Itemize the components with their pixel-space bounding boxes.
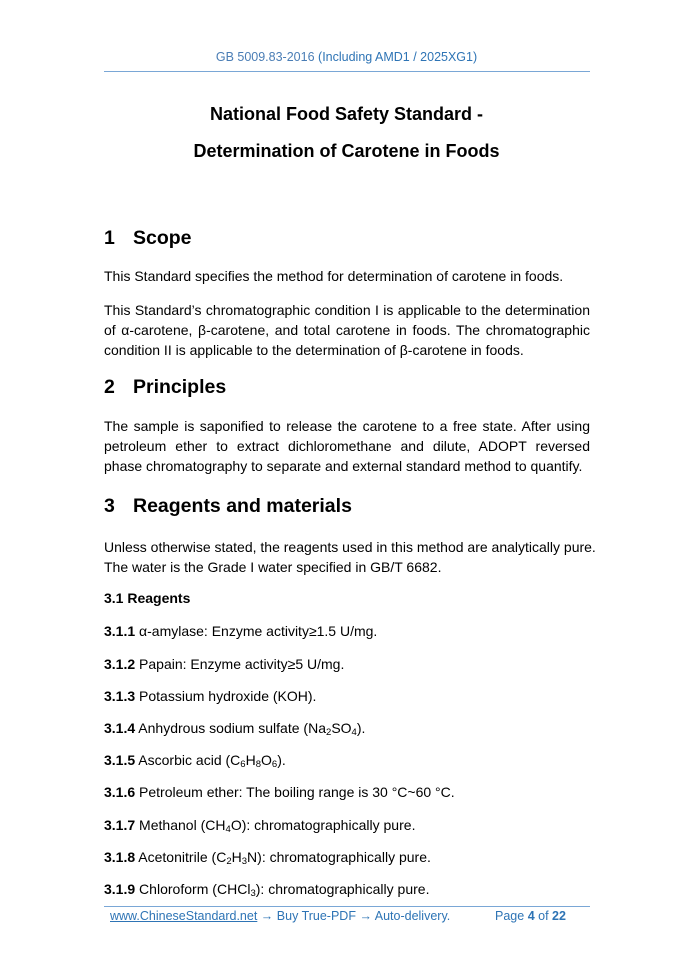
section-heading-scope xyxy=(104,227,192,250)
standard-code: GB 5009.83-2016 xyxy=(215,50,315,64)
reagent-item: 3.1.9 Chloroform (CHCl$_3$): chromatographically pure. xyxy=(104,881,430,899)
page-total: 22 xyxy=(552,909,566,923)
scope-paragraph-2: This Standard’s chromatographic condition I is applicable to the determination of α-carotene, β-carotene, and total carotene in foods. The chromatographic condition II is applicable to the determination of β-carotene in foods. xyxy=(104,302,590,358)
section-number: 1 xyxy=(104,227,115,249)
section-title: Reagents and materials xyxy=(133,495,352,517)
section-heading-reagents xyxy=(104,495,352,518)
running-footer xyxy=(110,909,566,923)
reagent-item: 3.1.3 Potassium hydroxide (KOH). xyxy=(104,688,317,704)
page-number: 4 xyxy=(527,909,535,923)
reagent-item: 3.1.6 Petroleum ether: The boiling range is 30 °C~60 °C. xyxy=(104,784,455,800)
reagent-item: 3.1.8 Acetonitrile $(C_2H_3N)$: chromatographically pure. xyxy=(104,849,431,867)
section-number: 3 xyxy=(104,495,115,517)
amendment-note: (Including AMD1 / 2025XG1) xyxy=(318,50,478,64)
header-rule xyxy=(104,71,590,72)
reagents-intro-line2: The water is the Grade I water specified in GB/T 6682. xyxy=(104,559,442,575)
page-indicator: Page 4 of 22 xyxy=(495,909,566,923)
section-heading-principles xyxy=(104,376,226,399)
scope-paragraph-1: This Standard specifies the method for determination of carotene in foods. xyxy=(104,268,564,284)
subsection-heading-reagents: 3.1 Reagents xyxy=(104,590,191,606)
reagent-item: 3.1.5 Ascorbic acid $(C_6H_8O_6)$. xyxy=(104,752,286,770)
section-title: Principles xyxy=(133,376,227,398)
doc-title-line2: Determination of Carotene in Foods xyxy=(193,141,500,161)
auto-delivery: Auto-delivery. xyxy=(374,909,451,923)
footer-rule xyxy=(104,906,590,907)
section-title: Scope xyxy=(133,227,192,249)
reagent-item: 3.1.1 α-amylase: Enzyme activity≥1.5 U/mg. xyxy=(104,623,378,639)
reagent-item: 3.1.4 Anhydrous sodium sulfate $(Na_2SO_4)$. xyxy=(104,720,366,738)
section-number: 2 xyxy=(104,376,115,398)
arrow-icon: → xyxy=(260,909,274,923)
running-header xyxy=(0,50,693,64)
doc-title-line1: National Food Safety Standard - xyxy=(209,104,484,124)
reagent-item: 3.1.7 Methanol $(CH_4O)$: chromatographically pure. xyxy=(104,817,416,835)
principles-paragraph: The sample is saponified to release the carotene to a free state. After using petroleum ether to extract dichloromethane and dilute, ADOPT reversed phase chromatography to separate and external standard method to quantify. xyxy=(104,418,590,474)
reagent-item: 3.1.2 Papain: Enzyme activity≥5 U/mg. xyxy=(104,656,345,672)
website-link[interactable]: www.ChineseStandard.net xyxy=(110,909,258,923)
buy-true-pdf: Buy True-PDF xyxy=(276,909,356,923)
arrow-icon: → xyxy=(359,909,372,923)
reagents-intro-line1: Unless otherwise stated, the reagents used in this method are analytically pure. xyxy=(104,539,596,555)
